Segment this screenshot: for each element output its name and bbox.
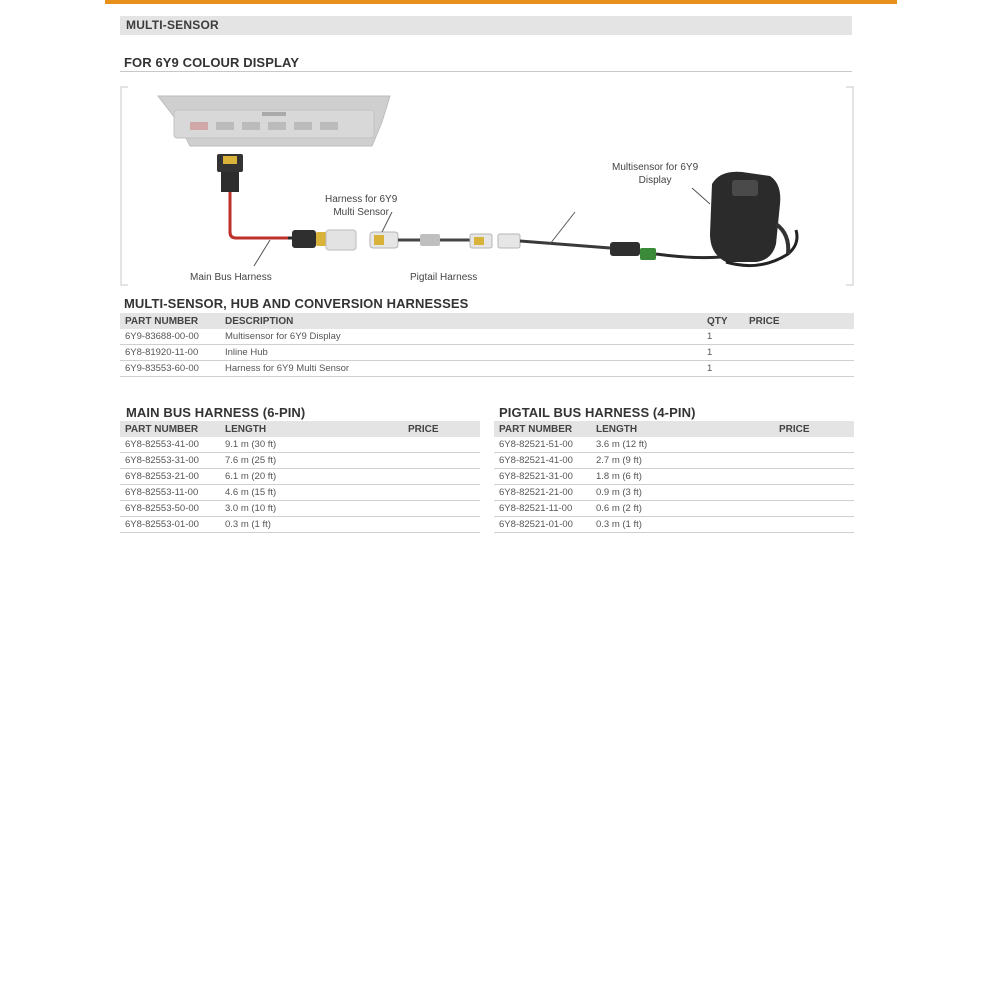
hub-col-part-number: PART NUMBER [120, 313, 220, 329]
hub-col-description: DESCRIPTION [220, 313, 702, 329]
length-cell: 0.9 m (3 ft) [591, 485, 774, 501]
table-row [120, 361, 854, 377]
part-number-cell: 6Y8-82521-11-00 [494, 501, 591, 517]
multisensor-callout-line [692, 188, 710, 204]
length-cell: 0.3 m (1 ft) [220, 517, 403, 533]
main-bus-col-length: LENGTH [220, 421, 403, 437]
table-row [494, 469, 854, 485]
part-number-cell: 6Y9-83553-60-00 [120, 361, 220, 377]
part-number-cell: 6Y8-82553-50-00 [120, 501, 220, 517]
subsection-divider [120, 71, 852, 72]
pigtail-header-row [494, 421, 854, 437]
main-bus-col-part-number: PART NUMBER [120, 421, 220, 437]
main-bus-table [120, 421, 480, 533]
part-number-cell: 6Y8-81920-11-00 [120, 345, 220, 361]
part-number-cell: 6Y8-82521-41-00 [494, 453, 591, 469]
price-cell [403, 453, 480, 469]
qty-cell: 1 [702, 345, 744, 361]
part-number-cell: 6Y8-82553-01-00 [120, 517, 220, 533]
table-row [120, 501, 480, 517]
part-number-cell: 6Y8-82521-21-00 [494, 485, 591, 501]
main-bus-callout: Main Bus Harness [190, 272, 272, 283]
price-cell [774, 437, 854, 453]
frame-right-bracket [846, 87, 853, 285]
table-row [494, 501, 854, 517]
price-cell [403, 469, 480, 485]
part-number-cell: 6Y8-82521-51-00 [494, 437, 591, 453]
multisensor-callout [612, 161, 698, 187]
table-row [120, 453, 480, 469]
main-bus-header-row [120, 421, 480, 437]
diagram-illustration [120, 84, 854, 288]
main-bus-col-price: PRICE [403, 421, 480, 437]
pigtail-col-price: PRICE [774, 421, 854, 437]
multisensor-callout-line-1: Multisensor for 6Y9 [612, 162, 699, 173]
table-row [120, 485, 480, 501]
description-cell: Inline Hub [220, 345, 702, 361]
part-number-cell: 6Y8-82553-11-00 [120, 485, 220, 501]
main-bus-table-title: MAIN BUS HARNESS (6-PIN) [126, 405, 306, 420]
length-cell: 2.7 m (9 ft) [591, 453, 774, 469]
length-cell: 3.0 m (10 ft) [220, 501, 403, 517]
harness-callout [325, 193, 397, 219]
qty-cell: 1 [702, 329, 744, 345]
table-row [494, 453, 854, 469]
price-cell [403, 485, 480, 501]
main-bus-cable [217, 154, 300, 238]
hub-table-header-row [120, 313, 854, 329]
harness-callout-line-2: Multi Sensor [333, 207, 389, 218]
part-number-cell: 6Y8-82521-31-00 [494, 469, 591, 485]
length-cell: 9.1 m (30 ft) [220, 437, 403, 453]
length-cell: 1.8 m (6 ft) [591, 469, 774, 485]
pigtail-pointer-line [550, 212, 575, 244]
length-cell: 4.6 m (15 ft) [220, 485, 403, 501]
pigtail-callout: Pigtail Harness [410, 272, 478, 283]
multisensor-callout-line-2: Display [638, 175, 672, 186]
table-row [494, 517, 854, 533]
price-cell [774, 469, 854, 485]
main-bus-callout-line [254, 240, 270, 266]
hub-col-qty: QTY [702, 313, 744, 329]
inline-hub-image [292, 230, 356, 250]
top-accent-bar [105, 0, 897, 4]
price-cell [744, 345, 854, 361]
hub-col-price: PRICE [744, 313, 854, 329]
part-number-cell: 6Y9-83688-00-00 [120, 329, 220, 345]
part-number-cell: 6Y8-82553-31-00 [120, 453, 220, 469]
hub-table [120, 313, 854, 377]
section-title: MULTI-SENSOR [120, 16, 852, 35]
harness-diagram [120, 84, 854, 288]
hub-table-title: MULTI-SENSOR, HUB AND CONVERSION HARNESSES [124, 296, 469, 311]
description-cell: Harness for 6Y9 Multi Sensor [220, 361, 702, 377]
price-cell [744, 329, 854, 345]
price-cell [744, 361, 854, 377]
price-cell [403, 517, 480, 533]
table-row [494, 437, 854, 453]
part-number-cell: 6Y8-82553-41-00 [120, 437, 220, 453]
part-number-cell: 6Y8-82521-01-00 [494, 517, 591, 533]
table-row [120, 437, 480, 453]
pigtail-table-title: PIGTAIL BUS HARNESS (4-PIN) [499, 405, 696, 420]
length-cell: 7.6 m (25 ft) [220, 453, 403, 469]
price-cell [774, 453, 854, 469]
length-cell: 0.6 m (2 ft) [591, 501, 774, 517]
pigtail-col-length: LENGTH [591, 421, 774, 437]
price-cell [403, 437, 480, 453]
price-cell [774, 485, 854, 501]
price-cell [774, 501, 854, 517]
length-cell: 3.6 m (12 ft) [591, 437, 774, 453]
length-cell: 0.3 m (1 ft) [591, 517, 774, 533]
pigtail-table [494, 421, 854, 533]
table-row [120, 469, 480, 485]
subsection-title: FOR 6Y9 COLOUR DISPLAY [124, 55, 300, 70]
pigtail-harness-image [470, 234, 748, 260]
pigtail-col-part-number: PART NUMBER [494, 421, 591, 437]
multisensor-image [710, 172, 797, 266]
qty-cell: 1 [702, 361, 744, 377]
part-number-cell: 6Y8-82553-21-00 [120, 469, 220, 485]
table-row [120, 345, 854, 361]
table-row [494, 485, 854, 501]
conversion-harness-image [370, 232, 470, 248]
description-cell: Multisensor for 6Y9 Display [220, 329, 702, 345]
price-cell [403, 501, 480, 517]
display-unit-image [158, 96, 390, 146]
table-row [120, 517, 480, 533]
price-cell [774, 517, 854, 533]
length-cell: 6.1 m (20 ft) [220, 469, 403, 485]
frame-left-bracket [121, 87, 128, 285]
harness-callout-line-1: Harness for 6Y9 [325, 194, 398, 205]
table-row [120, 329, 854, 345]
